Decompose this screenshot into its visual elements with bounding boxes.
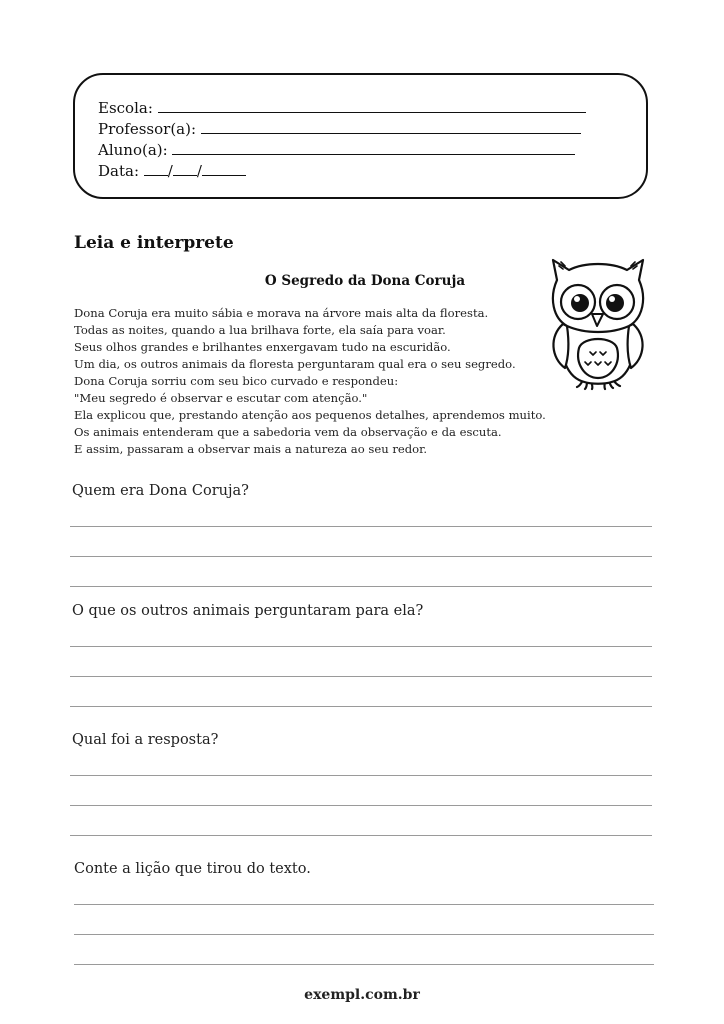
answer-line[interactable]	[70, 556, 652, 557]
story-text	[74, 305, 554, 458]
student-info-box	[73, 73, 648, 199]
story-title: O Segredo da Dona Coruja	[264, 273, 466, 289]
answer-line[interactable]	[70, 775, 652, 776]
answer-line[interactable]	[70, 805, 652, 806]
story-line: Todas as noites, quando a lua brilhava forte, ela saía para voar.	[74, 323, 446, 337]
teacher-field[interactable]	[98, 119, 618, 139]
story-line: Os animais entenderam que a sabedoria vem da observação e da escuta.	[74, 425, 502, 439]
answer-line[interactable]	[70, 676, 652, 677]
date-day-blank[interactable]	[144, 161, 168, 176]
owl-illustration	[545, 252, 650, 394]
story-line: Ela explicou que, prestando atenção aos pequenos detalhes, aprendemos muito.	[74, 408, 546, 422]
date-separator: /	[196, 162, 202, 180]
answer-line[interactable]	[70, 646, 652, 647]
story-line: E assim, passaram a observar mais a natureza ao seu redor.	[74, 442, 428, 456]
student-blank[interactable]	[172, 140, 575, 155]
question-2: O que os outros animais perguntaram para ela?	[72, 603, 424, 619]
answer-line[interactable]	[70, 835, 652, 836]
story-line: Um dia, os outros animais da floresta perguntaram qual era o seu segredo.	[74, 357, 516, 371]
date-label: Data:	[98, 162, 139, 180]
story-line: Dona Coruja sorriu com seu bico curvado e respondeu:	[74, 374, 399, 388]
date-year-blank[interactable]	[202, 161, 246, 176]
answer-line[interactable]	[74, 964, 654, 965]
answer-line[interactable]	[70, 586, 652, 587]
student-field[interactable]	[98, 140, 618, 160]
school-label: Escola:	[98, 99, 153, 117]
question-1: Quem era Dona Coruja?	[72, 483, 249, 499]
answer-line[interactable]	[70, 706, 652, 707]
section-title: Leia e interprete	[74, 233, 234, 253]
story-line: Dona Coruja era muito sábia e morava na árvore mais alta da floresta.	[74, 306, 489, 320]
story-line: "Meu segredo é observar e escutar com atenção."	[74, 391, 368, 405]
school-blank[interactable]	[158, 98, 586, 113]
teacher-label: Professor(a):	[98, 120, 197, 138]
answer-line[interactable]	[70, 526, 652, 527]
story-line: Seus olhos grandes e brilhantes enxergavam tudo na escuridão.	[74, 340, 451, 354]
student-label: Aluno(a):	[98, 141, 168, 159]
question-4: Conte a lição que tirou do texto.	[74, 861, 311, 877]
teacher-blank[interactable]	[201, 119, 581, 134]
date-month-blank[interactable]	[173, 161, 197, 176]
answer-line[interactable]	[74, 904, 654, 905]
date-separator: /	[167, 162, 173, 180]
answer-line[interactable]	[74, 934, 654, 935]
date-field[interactable]	[98, 161, 618, 181]
footer-website: exempl.com.br	[304, 987, 420, 1003]
school-field[interactable]	[98, 98, 618, 118]
question-3: Qual foi a resposta?	[72, 732, 219, 748]
